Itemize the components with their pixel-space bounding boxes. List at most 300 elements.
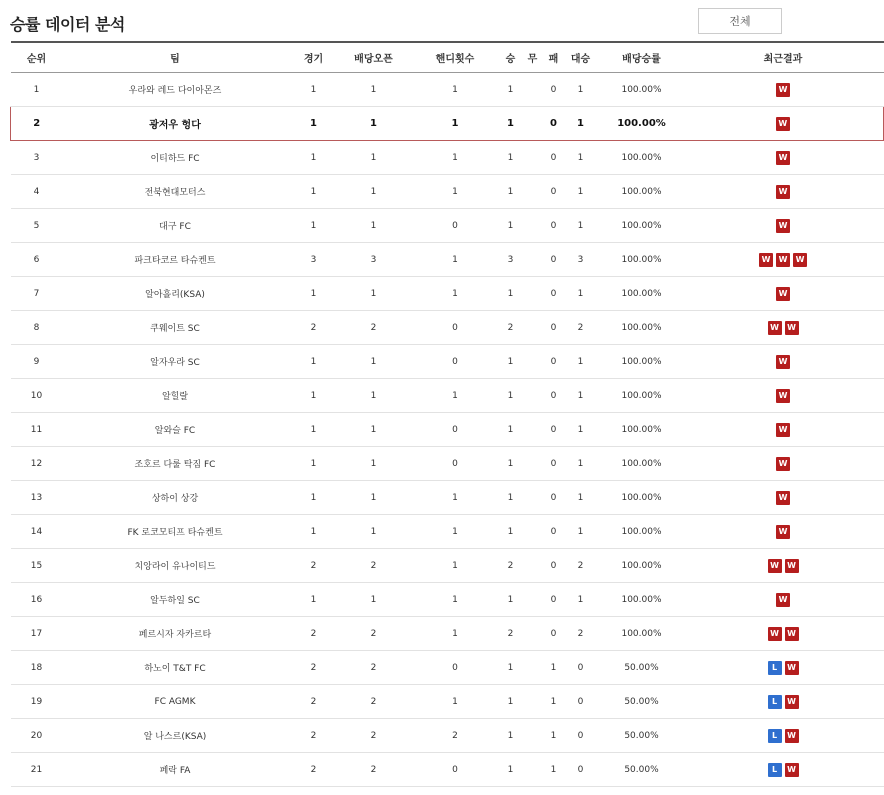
header-recent-results[interactable]: 최근결과 <box>683 42 884 73</box>
recent-results-badges <box>776 219 790 233</box>
games-cell: 1 <box>288 73 340 107</box>
big-win-cell: 0 <box>561 753 601 787</box>
win-rate-cell: 100.00% <box>601 243 683 277</box>
team-name-cell[interactable]: 조호르 다룰 탁짐 FC <box>63 447 288 481</box>
draw-cell <box>519 277 547 311</box>
draw-cell <box>519 73 547 107</box>
games-cell: 1 <box>288 141 340 175</box>
odds-open-cell: 1 <box>340 481 408 515</box>
odds-open-cell: 1 <box>340 345 408 379</box>
recent-results-cell <box>683 413 884 447</box>
recent-results-cell <box>683 481 884 515</box>
header-big-win[interactable]: 대승 <box>561 42 601 73</box>
draw-cell <box>519 719 547 753</box>
table-row[interactable] <box>11 685 884 719</box>
table-row[interactable] <box>11 311 884 345</box>
handicap-cell: 0 <box>408 651 503 685</box>
table-row[interactable] <box>11 413 884 447</box>
rank-cell: 9 <box>11 345 63 379</box>
win-badge: W <box>768 559 782 573</box>
games-cell: 1 <box>288 481 340 515</box>
team-name-cell[interactable]: 페락 FA <box>63 753 288 787</box>
table-row[interactable] <box>11 209 884 243</box>
games-cell: 3 <box>288 243 340 277</box>
rank-cell: 2 <box>11 107 63 141</box>
team-name-cell[interactable]: 알자우라 SC <box>63 345 288 379</box>
win-badge: W <box>776 355 790 369</box>
games-cell: 1 <box>288 209 340 243</box>
recent-results-cell <box>683 549 884 583</box>
win-rate-cell: 100.00% <box>601 175 683 209</box>
loss-badge: L <box>768 695 782 709</box>
handicap-cell: 1 <box>408 583 503 617</box>
recent-results-cell <box>683 209 884 243</box>
win-badge: W <box>776 219 790 233</box>
recent-results-cell <box>683 583 884 617</box>
loss-cell: 0 <box>547 617 561 651</box>
win-cell: 1 <box>503 413 519 447</box>
big-win-cell: 0 <box>561 651 601 685</box>
win-badge: W <box>785 729 799 743</box>
recent-results-badges <box>776 593 790 607</box>
win-badge: W <box>785 321 799 335</box>
odds-open-cell: 1 <box>340 73 408 107</box>
team-name-cell[interactable]: 치앙라이 유나이티드 <box>63 549 288 583</box>
loss-cell: 0 <box>547 175 561 209</box>
handicap-cell: 1 <box>408 515 503 549</box>
win-cell: 1 <box>503 583 519 617</box>
win-rate-cell: 100.00% <box>601 107 683 141</box>
loss-cell: 0 <box>547 107 561 141</box>
win-cell: 1 <box>503 175 519 209</box>
loss-cell: 0 <box>547 447 561 481</box>
recent-results-badges <box>776 525 790 539</box>
recent-results-badges <box>768 763 799 777</box>
games-cell: 2 <box>288 651 340 685</box>
odds-open-cell: 1 <box>340 583 408 617</box>
big-win-cell: 2 <box>561 617 601 651</box>
odds-open-cell: 2 <box>340 685 408 719</box>
rank-cell: 17 <box>11 617 63 651</box>
big-win-cell: 1 <box>561 175 601 209</box>
handicap-cell: 1 <box>408 481 503 515</box>
handicap-cell: 0 <box>408 413 503 447</box>
rank-cell: 21 <box>11 753 63 787</box>
draw-cell <box>519 753 547 787</box>
win-badge: W <box>768 627 782 641</box>
recent-results-badges <box>776 423 790 437</box>
draw-cell <box>519 141 547 175</box>
draw-cell <box>519 617 547 651</box>
team-name-cell[interactable]: 이티하드 FC <box>63 141 288 175</box>
draw-cell <box>519 515 547 549</box>
odds-open-cell: 2 <box>340 651 408 685</box>
odds-open-cell: 1 <box>340 447 408 481</box>
recent-results-badges <box>776 389 790 403</box>
table-row[interactable] <box>11 175 884 209</box>
win-rate-cell: 100.00% <box>601 277 683 311</box>
win-cell: 1 <box>503 719 519 753</box>
table-row[interactable] <box>11 141 884 175</box>
loss-cell: 0 <box>547 413 561 447</box>
rank-cell: 14 <box>11 515 63 549</box>
table-row[interactable] <box>11 447 884 481</box>
draw-cell <box>519 209 547 243</box>
handicap-cell: 1 <box>408 549 503 583</box>
handicap-cell: 1 <box>408 141 503 175</box>
table-row[interactable] <box>11 345 884 379</box>
win-rate-cell: 50.00% <box>601 651 683 685</box>
page-title: 승률 데이터 분석 <box>10 15 125 34</box>
rank-cell: 10 <box>11 379 63 413</box>
big-win-cell: 0 <box>561 719 601 753</box>
rank-cell: 19 <box>11 685 63 719</box>
handicap-cell: 1 <box>408 685 503 719</box>
loss-badge: L <box>768 763 782 777</box>
odds-open-cell: 2 <box>340 753 408 787</box>
draw-cell <box>519 685 547 719</box>
table-row[interactable] <box>11 549 884 583</box>
big-win-cell: 1 <box>561 73 601 107</box>
header-games[interactable]: 경기 <box>288 42 340 73</box>
win-badge: W <box>793 253 807 267</box>
table-row[interactable] <box>11 277 884 311</box>
loss-badge: L <box>768 661 782 675</box>
win-rate-cell: 100.00% <box>601 447 683 481</box>
loss-cell: 1 <box>547 753 561 787</box>
rank-cell: 1 <box>11 73 63 107</box>
big-win-cell: 1 <box>561 345 601 379</box>
loss-badge: L <box>768 729 782 743</box>
win-badge: W <box>776 83 790 97</box>
table-row[interactable] <box>11 107 884 141</box>
recent-results-badges <box>776 355 790 369</box>
big-win-cell: 0 <box>561 685 601 719</box>
draw-cell <box>519 651 547 685</box>
header-loss[interactable]: 패 <box>547 42 561 73</box>
loss-cell: 0 <box>547 379 561 413</box>
big-win-cell: 2 <box>561 549 601 583</box>
games-cell: 1 <box>288 583 340 617</box>
loss-cell: 1 <box>547 719 561 753</box>
loss-cell: 0 <box>547 481 561 515</box>
win-cell: 2 <box>503 311 519 345</box>
odds-open-cell: 2 <box>340 549 408 583</box>
win-badge: W <box>776 525 790 539</box>
win-badge: W <box>776 287 790 301</box>
team-name-cell[interactable]: 알아흘리(KSA) <box>63 277 288 311</box>
odds-open-cell: 1 <box>340 107 408 141</box>
win-rate-cell: 100.00% <box>601 141 683 175</box>
games-cell: 1 <box>288 345 340 379</box>
recent-results-cell <box>683 107 884 141</box>
win-rate-cell: 100.00% <box>601 583 683 617</box>
odds-open-cell: 1 <box>340 379 408 413</box>
handicap-cell: 1 <box>408 379 503 413</box>
team-name-cell[interactable]: FC AGMK <box>63 685 288 719</box>
header-rank[interactable]: 순위 <box>11 42 63 73</box>
draw-cell <box>519 413 547 447</box>
games-cell: 2 <box>288 617 340 651</box>
win-cell: 1 <box>503 753 519 787</box>
win-cell: 1 <box>503 73 519 107</box>
win-cell: 1 <box>503 379 519 413</box>
big-win-cell: 1 <box>561 515 601 549</box>
recent-results-cell <box>683 617 884 651</box>
rank-cell: 8 <box>11 311 63 345</box>
win-rate-cell: 100.00% <box>601 413 683 447</box>
table-row[interactable] <box>11 243 884 277</box>
team-name-cell[interactable]: 대구 FC <box>63 209 288 243</box>
handicap-cell: 0 <box>408 345 503 379</box>
table-row[interactable] <box>11 515 884 549</box>
win-cell: 2 <box>503 617 519 651</box>
games-cell: 1 <box>288 277 340 311</box>
recent-results-cell <box>683 73 884 107</box>
recent-results-cell <box>683 719 884 753</box>
draw-cell <box>519 243 547 277</box>
win-badge: W <box>776 151 790 165</box>
loss-cell: 0 <box>547 209 561 243</box>
win-badge: W <box>776 185 790 199</box>
big-win-cell: 1 <box>561 209 601 243</box>
games-cell: 1 <box>288 447 340 481</box>
draw-cell <box>519 481 547 515</box>
win-cell: 1 <box>503 141 519 175</box>
team-name-cell[interactable]: 알 나스르(KSA) <box>63 719 288 753</box>
win-rate-cell: 100.00% <box>601 549 683 583</box>
rank-cell: 20 <box>11 719 63 753</box>
win-cell: 1 <box>503 685 519 719</box>
header-odds-open[interactable]: 배당오픈 <box>340 42 408 73</box>
big-win-cell: 3 <box>561 243 601 277</box>
header-draw[interactable]: 무 <box>519 42 547 73</box>
win-badge: W <box>776 253 790 267</box>
table-row[interactable] <box>11 753 884 787</box>
win-badge: W <box>785 627 799 641</box>
recent-results-cell <box>683 515 884 549</box>
handicap-cell: 0 <box>408 311 503 345</box>
draw-cell <box>519 311 547 345</box>
big-win-cell: 1 <box>561 141 601 175</box>
recent-results-badges <box>776 83 790 97</box>
win-badge: W <box>776 593 790 607</box>
win-badge: W <box>785 763 799 777</box>
games-cell: 1 <box>288 413 340 447</box>
handicap-cell: 2 <box>408 719 503 753</box>
games-cell: 2 <box>288 311 340 345</box>
rank-cell: 7 <box>11 277 63 311</box>
rank-cell: 3 <box>11 141 63 175</box>
win-cell: 1 <box>503 651 519 685</box>
team-name-cell[interactable]: 파크타코르 타슈켄트 <box>63 243 288 277</box>
win-cell: 1 <box>503 209 519 243</box>
win-badge: W <box>776 423 790 437</box>
rank-cell: 12 <box>11 447 63 481</box>
win-rate-cell: 100.00% <box>601 73 683 107</box>
win-cell: 1 <box>503 481 519 515</box>
win-badge: W <box>776 491 790 505</box>
win-rate-cell: 100.00% <box>601 311 683 345</box>
team-name-cell[interactable]: 하노이 T&T FC <box>63 651 288 685</box>
win-badge: W <box>768 321 782 335</box>
win-badge: W <box>785 661 799 675</box>
header-team[interactable]: 팀 <box>63 42 288 73</box>
odds-open-cell: 1 <box>340 515 408 549</box>
win-badge: W <box>776 457 790 471</box>
table-row[interactable] <box>11 719 884 753</box>
odds-open-cell: 1 <box>340 175 408 209</box>
odds-open-cell: 1 <box>340 209 408 243</box>
handicap-cell: 1 <box>408 617 503 651</box>
recent-results-cell <box>683 685 884 719</box>
handicap-cell: 0 <box>408 753 503 787</box>
win-badge: W <box>776 389 790 403</box>
win-cell: 1 <box>503 447 519 481</box>
recent-results-badges <box>768 729 799 743</box>
rank-cell: 13 <box>11 481 63 515</box>
rank-cell: 18 <box>11 651 63 685</box>
team-name-cell[interactable]: 페르시자 자카르타 <box>63 617 288 651</box>
win-cell: 1 <box>503 107 519 141</box>
recent-results-badges <box>776 185 790 199</box>
big-win-cell: 1 <box>561 277 601 311</box>
recent-results-cell <box>683 345 884 379</box>
table-row[interactable] <box>11 617 884 651</box>
big-win-cell: 1 <box>561 107 601 141</box>
win-cell: 2 <box>503 549 519 583</box>
loss-cell: 0 <box>547 345 561 379</box>
recent-results-cell <box>683 379 884 413</box>
table-row[interactable] <box>11 583 884 617</box>
big-win-cell: 1 <box>561 583 601 617</box>
win-badge: W <box>785 559 799 573</box>
team-name-cell[interactable]: 광저우 헝다 <box>63 107 288 141</box>
win-badge: W <box>776 117 790 131</box>
loss-cell: 0 <box>547 549 561 583</box>
recent-results-badges <box>768 661 799 675</box>
team-name-cell[interactable]: 전북현대모터스 <box>63 175 288 209</box>
recent-results-cell <box>683 447 884 481</box>
recent-results-cell <box>683 243 884 277</box>
handicap-cell: 1 <box>408 277 503 311</box>
header-win[interactable]: 승 <box>503 42 519 73</box>
filter-all-button[interactable]: 전체 <box>698 8 782 34</box>
loss-cell: 1 <box>547 685 561 719</box>
games-cell: 1 <box>288 107 340 141</box>
table-row[interactable] <box>11 481 884 515</box>
rank-cell: 5 <box>11 209 63 243</box>
recent-results-badges <box>768 627 799 641</box>
draw-cell <box>519 107 547 141</box>
games-cell: 1 <box>288 175 340 209</box>
draw-cell <box>519 583 547 617</box>
recent-results-cell <box>683 141 884 175</box>
team-name-cell[interactable]: FK 로코모티프 타슈켄트 <box>63 515 288 549</box>
games-cell: 1 <box>288 379 340 413</box>
recent-results-badges <box>776 117 790 131</box>
recent-results-badges <box>768 559 799 573</box>
recent-results-badges <box>776 491 790 505</box>
odds-open-cell: 2 <box>340 719 408 753</box>
loss-cell: 0 <box>547 515 561 549</box>
big-win-cell: 1 <box>561 413 601 447</box>
table-row[interactable] <box>11 73 884 107</box>
games-cell: 2 <box>288 549 340 583</box>
handicap-cell: 0 <box>408 447 503 481</box>
win-rate-cell: 100.00% <box>601 481 683 515</box>
draw-cell <box>519 549 547 583</box>
loss-cell: 0 <box>547 243 561 277</box>
rank-cell: 6 <box>11 243 63 277</box>
team-name-cell[interactable]: 우라와 레드 다이아몬즈 <box>63 73 288 107</box>
win-rate-cell: 50.00% <box>601 719 683 753</box>
handicap-cell: 1 <box>408 243 503 277</box>
games-cell: 2 <box>288 753 340 787</box>
table-row[interactable] <box>11 651 884 685</box>
win-rate-table <box>10 41 884 787</box>
recent-results-badges <box>776 457 790 471</box>
rank-cell: 11 <box>11 413 63 447</box>
big-win-cell: 1 <box>561 481 601 515</box>
handicap-cell: 1 <box>408 107 503 141</box>
recent-results-badges <box>776 287 790 301</box>
odds-open-cell: 3 <box>340 243 408 277</box>
loss-cell: 0 <box>547 583 561 617</box>
team-name-cell[interactable]: 상하이 상강 <box>63 481 288 515</box>
table-row[interactable] <box>11 379 884 413</box>
games-cell: 2 <box>288 719 340 753</box>
recent-results-badges <box>776 151 790 165</box>
recent-results-cell <box>683 753 884 787</box>
header-handicap[interactable]: 핸디횟수 <box>408 42 503 73</box>
team-name-cell[interactable]: 알두하일 SC <box>63 583 288 617</box>
games-cell: 2 <box>288 685 340 719</box>
win-cell: 1 <box>503 345 519 379</box>
loss-cell: 0 <box>547 73 561 107</box>
win-badge: W <box>759 253 773 267</box>
rank-cell: 15 <box>11 549 63 583</box>
team-name-cell[interactable]: 알와슬 FC <box>63 413 288 447</box>
odds-open-cell: 2 <box>340 311 408 345</box>
draw-cell <box>519 345 547 379</box>
recent-results-cell <box>683 311 884 345</box>
recent-results-cell <box>683 651 884 685</box>
big-win-cell: 1 <box>561 447 601 481</box>
team-name-cell[interactable]: 알힐랄 <box>63 379 288 413</box>
odds-open-cell: 1 <box>340 413 408 447</box>
big-win-cell: 2 <box>561 311 601 345</box>
recent-results-badges <box>768 695 799 709</box>
win-rate-cell: 100.00% <box>601 379 683 413</box>
win-rate-cell: 100.00% <box>601 617 683 651</box>
loss-cell: 0 <box>547 141 561 175</box>
header-win-rate[interactable]: 배당승률 <box>601 42 683 73</box>
loss-cell: 0 <box>547 311 561 345</box>
odds-open-cell: 2 <box>340 617 408 651</box>
recent-results-cell <box>683 175 884 209</box>
big-win-cell: 1 <box>561 379 601 413</box>
win-rate-cell: 100.00% <box>601 209 683 243</box>
handicap-cell: 1 <box>408 175 503 209</box>
win-rate-cell: 100.00% <box>601 345 683 379</box>
win-rate-cell: 50.00% <box>601 685 683 719</box>
draw-cell <box>519 447 547 481</box>
recent-results-badges <box>768 321 799 335</box>
table-header-row <box>11 42 884 73</box>
rank-cell: 16 <box>11 583 63 617</box>
team-name-cell[interactable]: 쿠웨이트 SC <box>63 311 288 345</box>
